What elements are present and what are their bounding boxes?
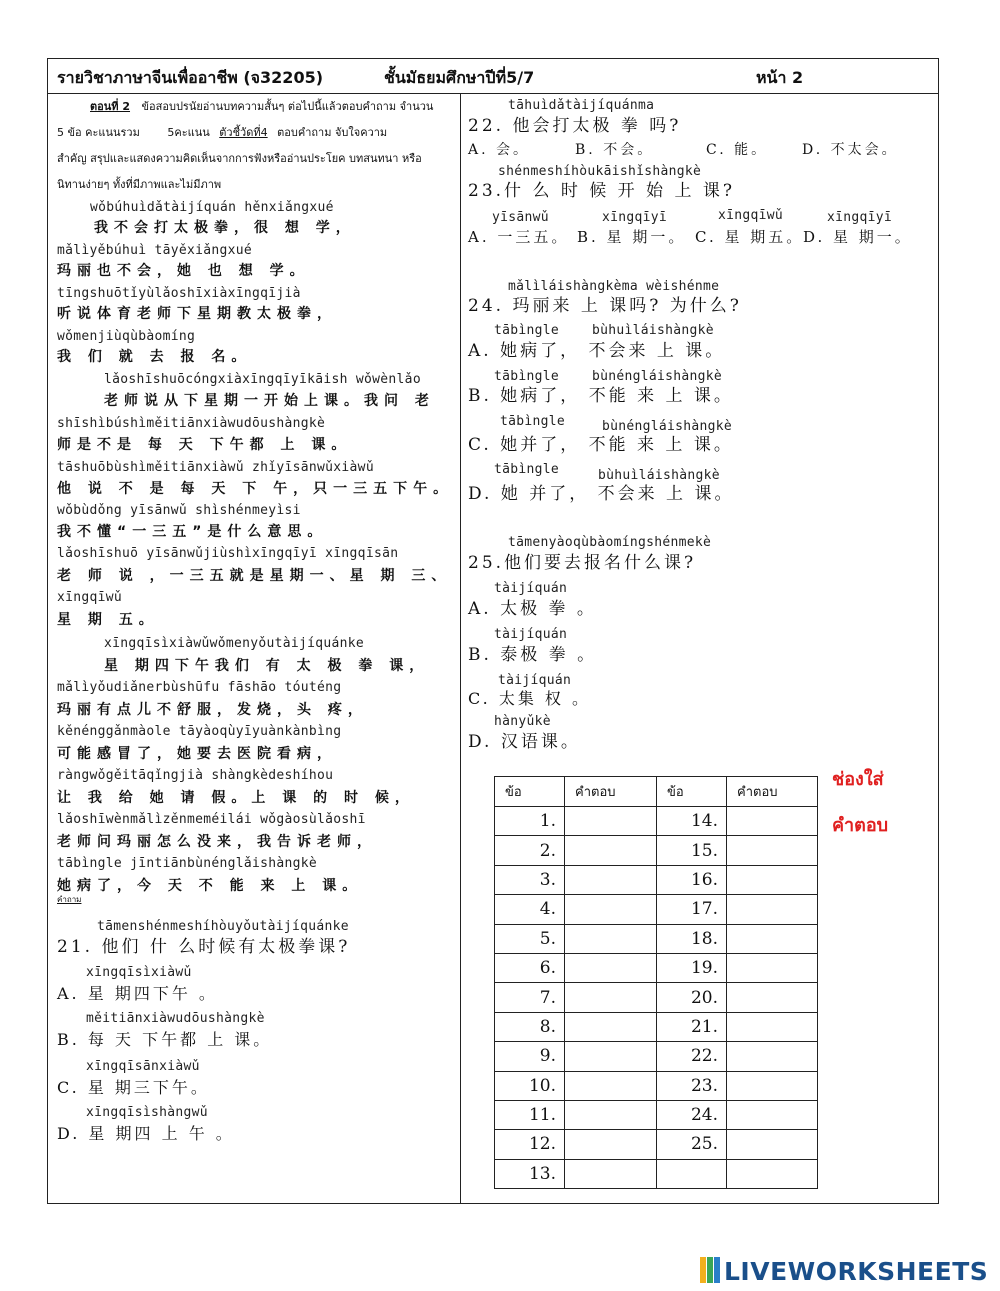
answer-cell[interactable]: [565, 983, 657, 1012]
q23-option-d-pinyin: xīngqīyī: [827, 210, 893, 225]
q23-option-a[interactable]: A. 一三五。: [468, 228, 570, 246]
q24-option-d-pinyin1: tābìngle: [494, 462, 560, 477]
q21-text: 21. 他们 什 么时候有太极拳课?: [57, 937, 351, 957]
item-number: 4.: [495, 895, 565, 924]
column-divider: [460, 94, 461, 1204]
item-number: 11.: [495, 1100, 565, 1129]
header-item-number: ข้อ: [495, 777, 565, 807]
item-number: 24.: [657, 1100, 727, 1129]
q21-option-c[interactable]: C. 星 期三下午。: [57, 1078, 210, 1097]
q22-option-c[interactable]: C. 能。: [706, 142, 769, 158]
item-number: 9.: [495, 1042, 565, 1071]
table-row: [495, 807, 818, 836]
header-answer: คำตอบ: [565, 777, 657, 807]
answer-cell[interactable]: [727, 836, 818, 865]
table-row: [495, 953, 818, 982]
q23-option-a-pinyin: yīsānwǔ: [492, 210, 549, 225]
item-number: 18.: [657, 924, 727, 953]
answer-cell[interactable]: [727, 953, 818, 982]
table-row: [495, 983, 818, 1012]
item-number: 23.: [657, 1071, 727, 1100]
q24-option-a-pinyin2: bùhuìláishàngkè: [592, 323, 714, 338]
table-row: [495, 1159, 818, 1188]
questions-label: คำถาม: [57, 895, 82, 904]
answer-cell[interactable]: [565, 1012, 657, 1041]
q25-text: 25.他们要去报名什么课?: [468, 553, 697, 573]
answer-cell[interactable]: [565, 1159, 657, 1188]
answer-cell[interactable]: [727, 1012, 818, 1041]
item-number: 12.: [495, 1130, 565, 1159]
item-number: 21.: [657, 1012, 727, 1041]
passage-line-11: 星 期四下午我们 有 太 极 拳 课，: [104, 658, 430, 674]
answer-cell[interactable]: [565, 953, 657, 982]
instructions-line3: สำคัญ สรุปและแสดงความคิดเห็นจากการฟังหรืออ่านประโยค บทสนทนา หรือ: [57, 152, 422, 165]
passage-line-12: 玛丽有点儿不舒服，发烧，头 疼，: [57, 702, 368, 718]
q25-option-a-pinyin: tàijíquán: [494, 581, 568, 596]
passage-pinyin-5: lǎoshīshuōcóngxiàxīngqīyīkāish wǒwènlǎo: [104, 372, 421, 387]
q23-option-b-pinyin: xīngqīyī: [602, 210, 668, 225]
passage-line-10: 星 期 五。: [57, 612, 159, 628]
answer-cell[interactable]: [727, 924, 818, 953]
passage-line-1: 我不会打太极拳，很 想 学，: [94, 220, 356, 236]
passage-pinyin-15: lǎoshīwènmǎlìzěnmeméilái wǒgàosùlǎoshī: [57, 812, 366, 827]
q21-option-c-pinyin: xīngqīsānxiàwǔ: [86, 1059, 200, 1074]
q21-pinyin: tāmenshénmeshíhòuyǒutàijíquánke: [97, 919, 349, 934]
table-row: [495, 1130, 818, 1159]
header-answer-2: คำตอบ: [727, 777, 818, 807]
q24-option-a[interactable]: A. 她病了， 不会来 上 课。: [468, 341, 726, 361]
passage-pinyin-12: mǎlìyǒudiǎnerbùshūfu fāshāo tóuténg: [57, 680, 342, 695]
instructions-line1: ตอนที่ 2 ข้อสอบปรนัยอ่านบทความสั้นๆ ต่อไปนี้แล้วตอบคำถาม จำนวน: [90, 100, 434, 113]
passage-line-5: 老师说从下星期一开始上课。我问 老: [104, 393, 435, 409]
answer-cell[interactable]: [565, 895, 657, 924]
answer-cell[interactable]: [565, 836, 657, 865]
table-row: [495, 1100, 818, 1129]
passage-pinyin-4: wǒmenjiùqùbàomíng: [57, 329, 196, 344]
table-row: [495, 836, 818, 865]
answer-cell[interactable]: [727, 1071, 818, 1100]
q23-option-d[interactable]: D. 星 期一。: [803, 228, 913, 246]
q22-pinyin: tāhuìdǎtàijíquánma: [508, 98, 655, 113]
liveworksheets-logo-icon: [700, 1257, 720, 1283]
passage-line-14: 让 我 给 她 请 假。上 课 的 时 候，: [57, 790, 415, 806]
q25-option-d[interactable]: D. 汉语课。: [468, 732, 581, 752]
q21-option-b-pinyin: měitiānxiàwudōushàngkè: [86, 1011, 265, 1026]
passage-line-4: 我 们 就 去 报 名。: [57, 349, 252, 365]
passage-pinyin-1: wǒbúhuìdǎtàijíquán hěnxiǎngxué: [90, 200, 334, 215]
passage-pinyin-9: lǎoshīshuō yīsānwǔjiùshìxīngqīyī xīngqīsān: [57, 546, 399, 561]
table-row: [495, 865, 818, 894]
q24-option-c[interactable]: C. 她并了， 不能 来 上 课。: [468, 435, 734, 455]
passage-line-13: 可能感冒了，她要去医院看病，: [57, 746, 337, 762]
q22-text: 22. 他会打太极 拳 吗?: [468, 116, 682, 136]
q23-text: 23.什 么 时 候 开 始 上 课?: [468, 181, 735, 201]
passage-line-7: 他 说 不 是 每 天 下 午，只一三五下午。: [57, 481, 454, 497]
q25-option-a[interactable]: A. 太极 拳 。: [468, 599, 597, 619]
passage-pinyin-7: tāshuōbùshìměitiānxiàwǔ zhǐyīsānwǔxiàwǔ: [57, 460, 374, 475]
instructions-line2: 5 ข้อ คะแนนรวม 5คะแนน ตัวชี้วัดที่4 ตอบคำถาม จับใจความ: [57, 126, 388, 139]
q21-option-a-pinyin: xīngqīsìxiàwǔ: [86, 965, 192, 980]
answer-cell[interactable]: [727, 1130, 818, 1159]
item-number: 20.: [657, 983, 727, 1012]
answer-table: [494, 776, 818, 1189]
item-number: 1.: [495, 807, 565, 836]
answer-cell: [727, 1159, 818, 1188]
item-number: [657, 1159, 727, 1188]
passage-line-6: 师是不是 每 天 下午都 上 课。: [57, 437, 352, 453]
item-number: 7.: [495, 983, 565, 1012]
page-number: หน้า 2: [756, 68, 804, 87]
passage-line-3: 听说体育老师下星期教太极拳，: [57, 306, 337, 322]
answer-cell[interactable]: [727, 895, 818, 924]
q22-option-b[interactable]: B. 不会。: [575, 142, 655, 158]
passage-pinyin-8: wǒbùdǒng yīsānwǔ shìshénmeyìsi: [57, 503, 301, 518]
q22-option-d[interactable]: D. 不太会。: [802, 142, 899, 158]
q23-option-c-pinyin: xīngqīwǔ: [718, 208, 784, 223]
q21-option-d-pinyin: xīngqīsìshàngwǔ: [86, 1105, 208, 1120]
answer-note-line1: ช่องใส่: [832, 769, 884, 790]
q23-option-c[interactable]: C. 星 期五。: [695, 228, 805, 246]
answer-cell[interactable]: [727, 1100, 818, 1129]
answer-cell[interactable]: [565, 1042, 657, 1071]
answer-cell[interactable]: [565, 807, 657, 836]
item-number: 15.: [657, 836, 727, 865]
passage-pinyin-13: kěnénggǎnmàole tāyàoqùyīyuànkànbìng: [57, 724, 342, 739]
answer-cell[interactable]: [565, 1130, 657, 1159]
item-number: 19.: [657, 953, 727, 982]
answer-cell[interactable]: [727, 807, 818, 836]
item-number: 25.: [657, 1130, 727, 1159]
q25-option-b-pinyin: tàijíquán: [494, 627, 568, 642]
q21-option-d[interactable]: D. 星 期四 上 午 。: [57, 1124, 235, 1143]
table-row: [495, 924, 818, 953]
q24-option-c-pinyin2: bùnéngláishàngkè: [602, 419, 733, 434]
q25-option-b[interactable]: B. 泰极 拳 。: [468, 645, 598, 665]
answer-cell[interactable]: [727, 983, 818, 1012]
q25-option-d-pinyin: hànyǔkè: [494, 714, 551, 729]
q24-option-b-pinyin1: tābìngle: [494, 369, 560, 384]
answer-cell[interactable]: [565, 1071, 657, 1100]
q25-pinyin: tāmenyàoqùbàomíngshénmekè: [508, 535, 712, 550]
item-number: 5.: [495, 924, 565, 953]
passage-pinyin-2: mǎlìyěbúhuì tāyěxiǎngxué: [57, 243, 253, 258]
table-row: [495, 1042, 818, 1071]
q24-option-d-pinyin2: bùhuìláishàngkè: [598, 468, 720, 483]
item-number: 17.: [657, 895, 727, 924]
table-row: [495, 1012, 818, 1041]
item-number: 16.: [657, 865, 727, 894]
q22-option-a[interactable]: A. 会。: [468, 142, 531, 158]
q24-text: 24. 玛丽来 上 课吗? 为什么?: [468, 296, 742, 316]
q24-option-c-pinyin1: tābìngle: [500, 414, 566, 429]
answer-cell[interactable]: [727, 1042, 818, 1071]
liveworksheets-logo: LIVEWORKSHEETS: [724, 1257, 989, 1286]
q25-option-c-pinyin: tàijíquán: [498, 673, 572, 688]
passage-pinyin-14: ràngwǒgěitāqǐngjià shàngkèdeshíhou: [57, 768, 334, 783]
answer-cell[interactable]: [727, 865, 818, 894]
q24-option-b[interactable]: B. 她病了， 不能 来 上 课。: [468, 386, 734, 406]
item-number: 22.: [657, 1042, 727, 1071]
table-row: [495, 895, 818, 924]
passage-pinyin-6: shīshìbúshìměitiānxiàwudōushàngkè: [57, 416, 326, 431]
q24-option-a-pinyin1: tābìngle: [494, 323, 560, 338]
q24-pinyin: mǎlìláishàngkèma wèishénme: [508, 279, 720, 294]
passage-line-16: 她病了，今 天 不 能 来 上 课。: [57, 878, 363, 894]
passage-pinyin-10: xīngqīwǔ: [57, 590, 123, 605]
instructions-line4: นิทานง่ายๆ ทั้งที่มีภาพและไม่มีภาพ: [57, 178, 222, 191]
passage-pinyin-11: xīngqīsìxiàwǔwǒmenyǒutàijíquánke: [104, 636, 365, 651]
passage-line-9: 老 师 说 ，一三五就是星期一、星 期 三、: [57, 568, 452, 584]
passage-line-15: 老师问玛丽怎么没来，我告诉老师，: [57, 834, 377, 850]
passage-pinyin-16: tābìngle jīntiānbùnénglǎishàngkè: [57, 856, 318, 871]
item-number: 6.: [495, 953, 565, 982]
item-number: 3.: [495, 865, 565, 894]
q25-option-c[interactable]: C. 太集 权 。: [468, 689, 592, 708]
grade-label: ชั้นมัธยมศึกษาปีที่5/7: [384, 68, 535, 87]
item-number: 14.: [657, 807, 727, 836]
q24-option-b-pinyin2: bùnéngláishàngkè: [592, 369, 723, 384]
item-number: 13.: [495, 1159, 565, 1188]
q24-option-d[interactable]: D. 她 并了， 不会来 上 课。: [468, 484, 735, 504]
item-number: 10.: [495, 1071, 565, 1100]
header-item-number-2: ข้อ: [657, 777, 727, 807]
table-row: [495, 1071, 818, 1100]
answer-cell[interactable]: [565, 1100, 657, 1129]
item-number: 8.: [495, 1012, 565, 1041]
answer-cell[interactable]: [565, 865, 657, 894]
q21-option-a[interactable]: A. 星 期四下午 。: [57, 984, 218, 1003]
answer-cell[interactable]: [565, 924, 657, 953]
q23-pinyin: shénmeshíhòukāishǐshàngkè: [498, 164, 702, 179]
passage-line-8: 我不懂“一三五”是什么意思。: [57, 524, 328, 540]
q21-option-b[interactable]: B. 每 天 下午都 上 课。: [57, 1030, 273, 1049]
q23-option-b[interactable]: B. 星 期一。: [577, 228, 687, 246]
subject-title: รายวิชาภาษาจีนเพื่ออาชีพ (จ32205): [57, 68, 324, 87]
item-number: 2.: [495, 836, 565, 865]
answer-note-line2: คำตอบ: [832, 815, 889, 836]
passage-pinyin-3: tīngshuōtǐyùlǎoshīxiàxīngqījià: [57, 286, 301, 301]
passage-line-2: 玛丽也不会，她 也 想 学。: [57, 263, 310, 279]
